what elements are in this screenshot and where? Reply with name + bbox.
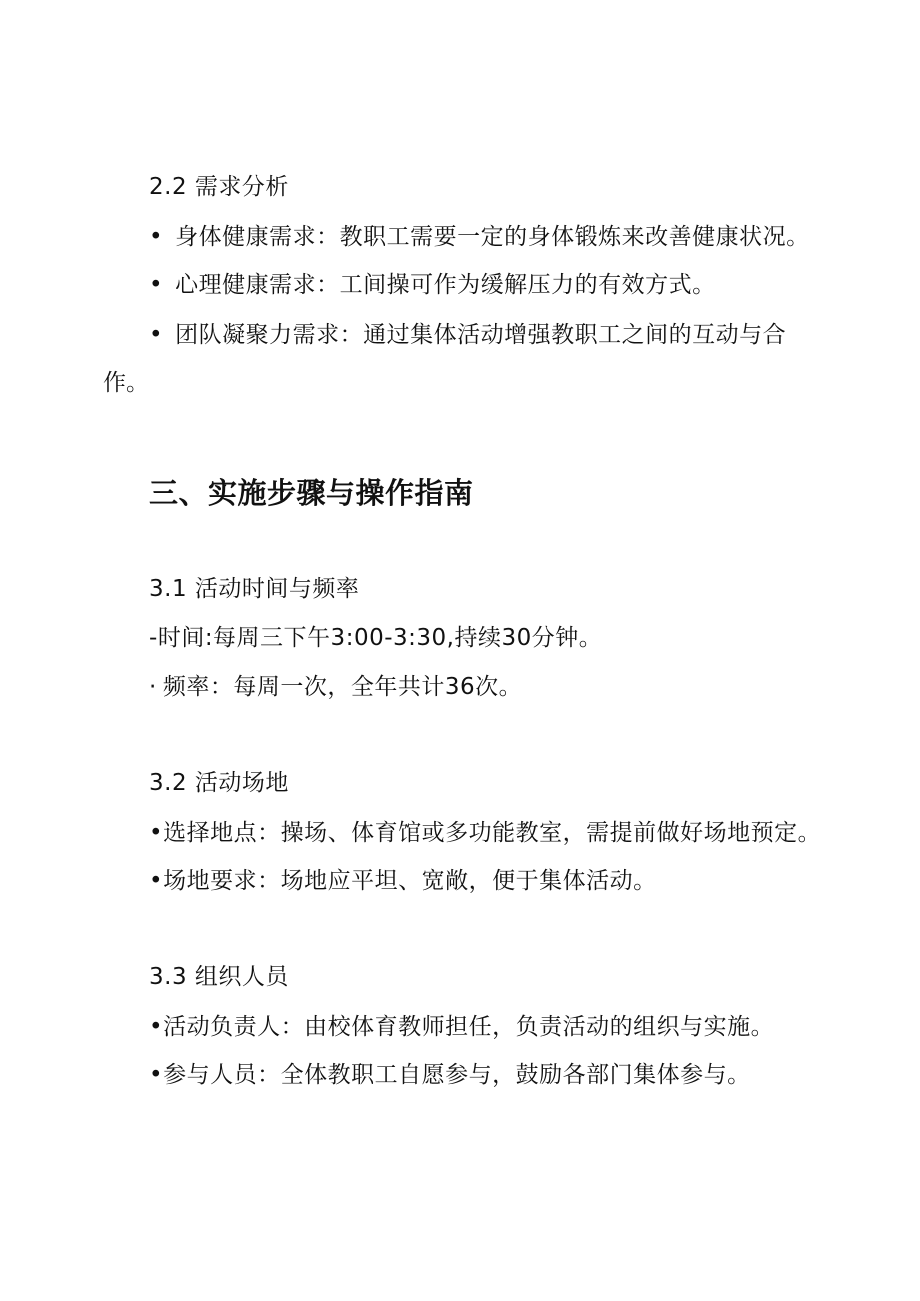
list-item — [149, 672, 522, 702]
list-item-text: 选择地点：操场、体育馆或多功能教室，需提前做好场地预定。 — [163, 820, 822, 846]
list-item-text: 团队凝聚力需求：通过集体活动增强教职工之间的互动与合 — [175, 322, 787, 348]
list-item — [149, 1060, 751, 1090]
bullet: - — [149, 625, 158, 651]
list-item-text: 时间:每周三下午3:00-3:30,持续30分钟。 — [157, 625, 603, 651]
list-item — [149, 866, 657, 896]
bullet: • — [149, 224, 164, 250]
bullet: • — [149, 820, 164, 846]
chapter-heading: 三、实施步骤与操作指南 — [149, 476, 474, 510]
bullet: · — [149, 674, 157, 700]
list-item — [149, 222, 810, 252]
bullet: • — [149, 1062, 164, 1088]
list-item — [149, 320, 786, 350]
list-item — [149, 623, 602, 653]
list-item-continuation: 作。 — [103, 370, 149, 396]
list-item-text: 参与人员：全体教职工自愿参与，鼓励各部门集体参与。 — [163, 1062, 751, 1088]
bullet: • — [149, 868, 164, 894]
section-3-1-title: 3.1 活动时间与频率 — [149, 576, 360, 602]
section-3-2-title: 3.2 活动场地 — [149, 770, 289, 796]
section-3-3-title: 3.3 组织人员 — [149, 964, 289, 990]
list-item — [149, 818, 821, 848]
list-item-text: 场地要求：场地应平坦、宽敞，便于集体活动。 — [163, 868, 657, 894]
list-item-text: 频率：每周一次，全年共计36次。 — [162, 674, 523, 700]
bullet: • — [149, 272, 164, 298]
list-item-text: 身体健康需求：教职工需要一定的身体锻炼来改善健康状况。 — [175, 224, 810, 250]
bullet: • — [149, 1014, 164, 1040]
section-2-2-title: 2.2 需求分析 — [149, 174, 289, 200]
list-item-text: 心理健康需求：工间操可作为缓解压力的有效方式。 — [175, 272, 716, 298]
bullet: • — [149, 322, 164, 348]
list-item — [149, 1012, 774, 1042]
list-item-text: 活动负责人：由校体育教师担任，负责活动的组织与实施。 — [163, 1014, 775, 1040]
list-item — [149, 270, 716, 300]
